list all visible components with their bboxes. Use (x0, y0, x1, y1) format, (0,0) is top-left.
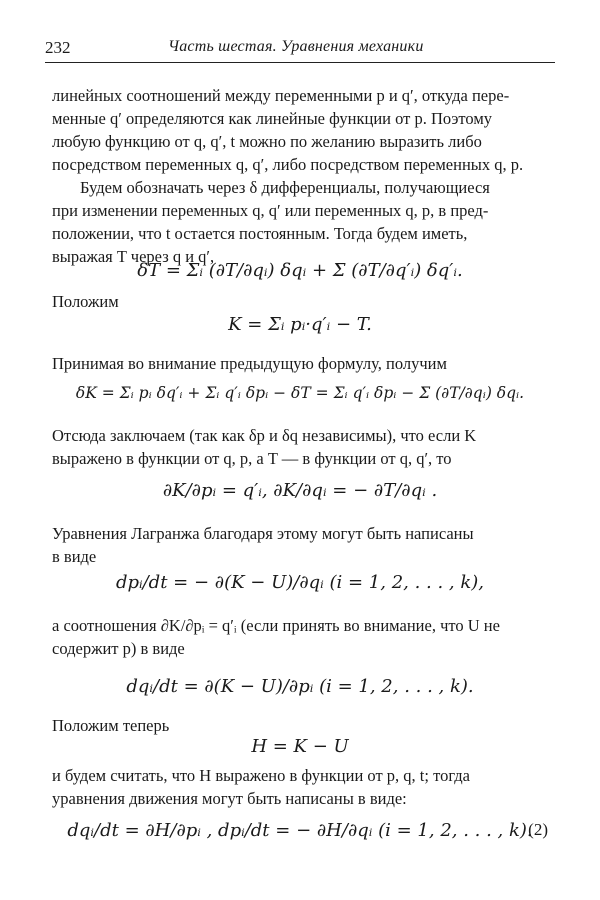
formula-lagrange-dq: dqᵢ/dt = ∂(K − U)/∂pᵢ (i = 1, 2, . . . , k). (126, 676, 474, 697)
text-line: выражая T через q и q′, (52, 247, 215, 266)
paragraph-9 (52, 764, 552, 810)
text-line: Отсюда заключаем (так как δp и δq независимы), что если K (52, 426, 477, 445)
paragraph-6 (52, 522, 552, 568)
page-header (0, 38, 600, 60)
paragraph-8 (52, 714, 552, 737)
text-line: менные q′ определяются как линейные функции от p. Поэтому (52, 109, 493, 128)
running-title: Часть шестая. Уравнения механики (168, 38, 424, 55)
text-line: Будем обозначать через δ дифференциалы, получающиеся (80, 178, 490, 197)
formula-delta-K: δK = Σᵢ pᵢ δq′ᵢ + Σᵢ q′ᵢ δpᵢ − δT = Σᵢ q′ᵢ δpᵢ − Σ (∂T/∂qᵢ) δqᵢ. (75, 384, 525, 402)
header-rule (45, 62, 555, 63)
text-line: линейных соотношений между переменными p и q′, откуда пере- (52, 86, 510, 105)
text-line: положении, что t остается постоянным. Тогда будем иметь, (52, 224, 468, 243)
paragraph-1 (52, 84, 552, 176)
paragraph-7 (52, 614, 552, 660)
text-line: Принимая во внимание предыдущую формулу, получим (52, 354, 447, 373)
text-line: Положим теперь (52, 716, 170, 735)
paragraph-3 (52, 290, 552, 313)
hamilton-equations: dqᵢ/dt = ∂H/∂pᵢ , dpᵢ/dt = − ∂H/∂qᵢ (i = 1, 2, . . . , k). (67, 820, 533, 841)
text-line: при изменении переменных q, q′ или переменных q, p, в пред- (52, 201, 489, 220)
text-line: выражено в функции от q, p, а T — в функции от q, q′, то (52, 449, 452, 468)
paragraph-4 (52, 352, 552, 375)
paragraph-5 (52, 424, 552, 470)
formula-H: H = K − U (251, 736, 349, 757)
formula-lagrange-dp: dpᵢ/dt = − ∂(K − U)/∂qᵢ (i = 1, 2, . . . , k), (115, 572, 485, 593)
paragraph-2 (52, 176, 552, 268)
equation-number: (2) (528, 820, 548, 839)
text-line: любую функцию от q, q′, t можно по желанию выразить либо (52, 132, 482, 151)
page-number: 232 (45, 38, 71, 57)
text-line: содержит p) в виде (52, 639, 185, 658)
formula-K: K = Σᵢ pᵢ·q′ᵢ − T. (228, 314, 372, 335)
formula-partial-K: ∂K/∂pᵢ = q′ᵢ, ∂K/∂qᵢ = − ∂T/∂qᵢ . (162, 480, 438, 501)
text-line: Уравнения Лагранжа благодаря этому могут быть написаны (52, 524, 474, 543)
text-line: в виде (52, 547, 97, 566)
text-line: и будем считать, что H выражено в функции от p, q, t; тогда (52, 766, 470, 785)
text-line: посредством переменных q, q′, либо посредством переменных q, p. (52, 155, 524, 174)
text-line: уравнения движения могут быть написаны в виде: (52, 789, 407, 808)
formula-hamilton (0, 820, 600, 841)
text-line: Положим (52, 292, 119, 311)
formula-delta-T: δT = Σᵢ (∂T/∂qᵢ) δqᵢ + Σ (∂T/∂q′ᵢ) δq′ᵢ. (137, 260, 463, 281)
text-line: а соотношения ∂K/∂pᵢ = q′ᵢ (если принять во внимание, что U не (52, 616, 500, 635)
